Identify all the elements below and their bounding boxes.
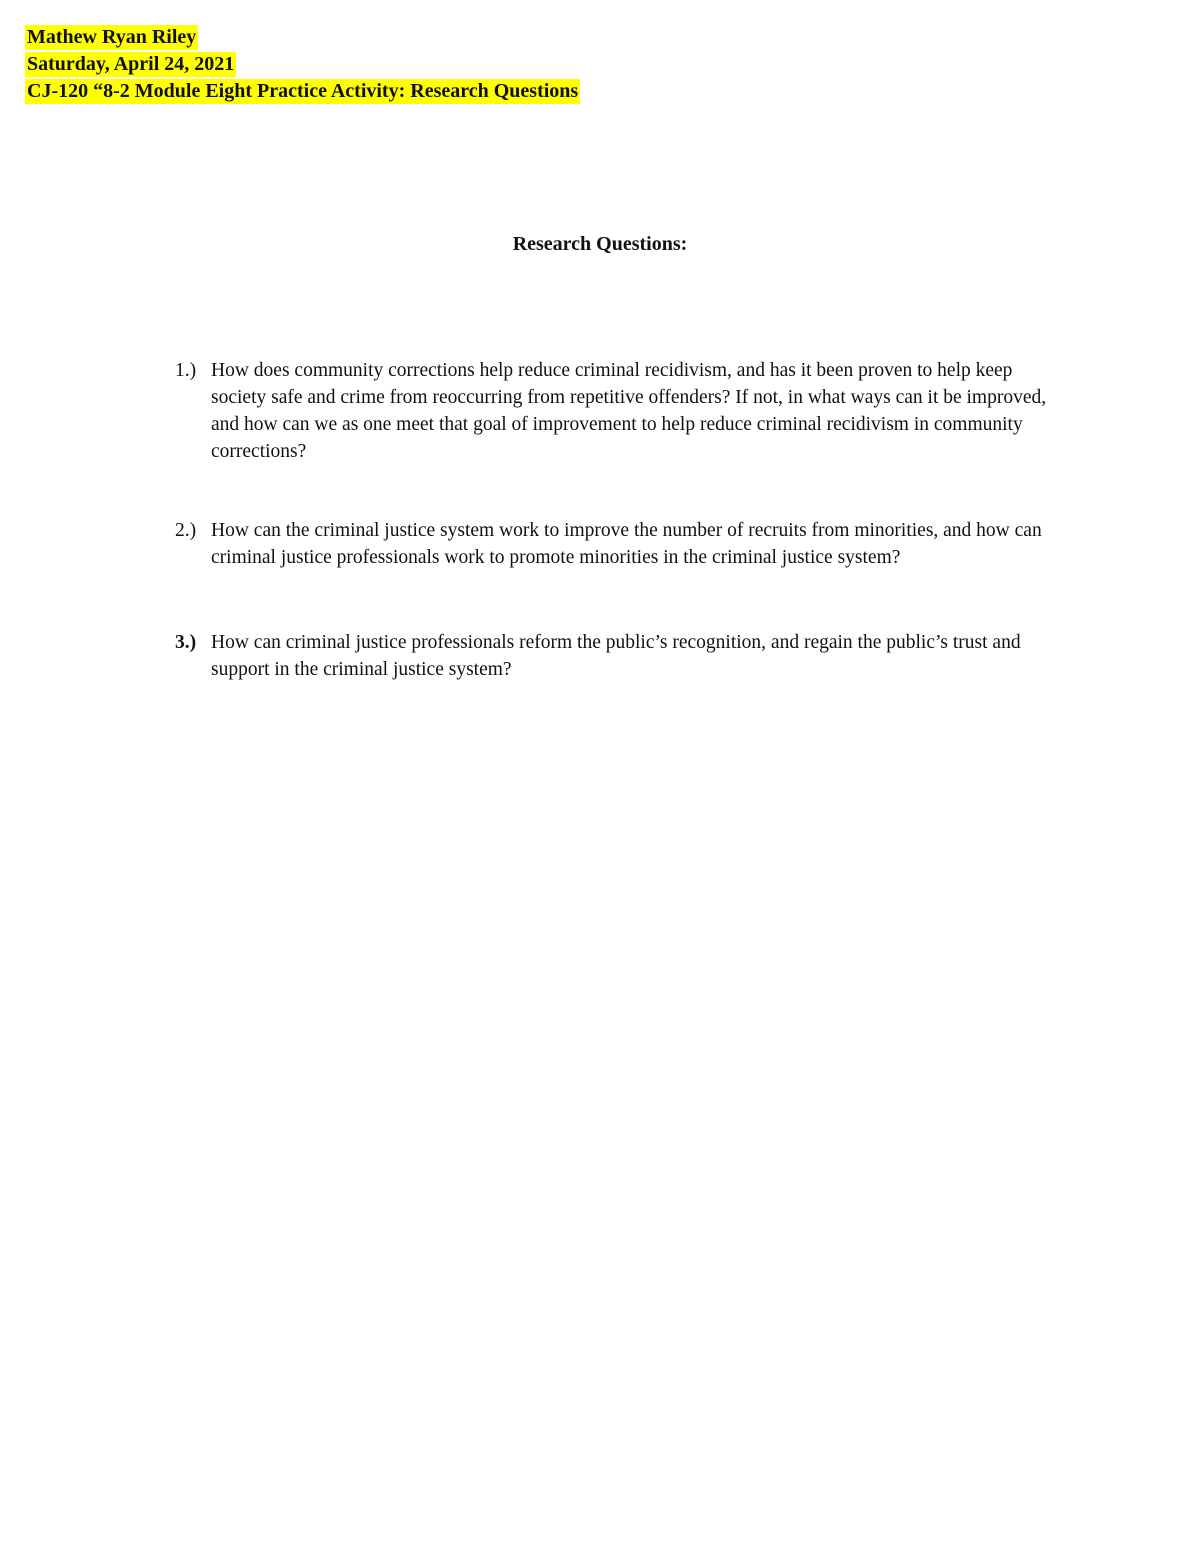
question-item-1 [175, 357, 1075, 465]
question-item-2 [175, 517, 1075, 571]
question-text-2: How can the criminal justice system work to improve the number of recruits from minorities, and how can criminal justice professionals work to promote minorities in the criminal justice system? [211, 520, 1042, 568]
document-header [25, 24, 1175, 105]
question-text-3: How can criminal justice professionals reform the public’s recognition, and regain the public’s trust and support in the criminal justice system? [211, 632, 1021, 680]
question-text-1: How does community corrections help reduce criminal recidivism, and has it been proven to help keep society safe and crime from reoccurring from repetitive offenders? If not, in what ways can it be improved, and how can we as one meet that goal of improvement to help reduce criminal recidivism in community corrections? [211, 360, 1047, 462]
question-item-3 [175, 629, 1075, 683]
document-date: Saturday, April 24, 2021 [27, 53, 235, 75]
course-title: CJ-120 “8-2 Module Eight Practice Activity: Research Questions [27, 80, 579, 102]
date-line [25, 51, 1175, 78]
question-number-3: 3.) [175, 632, 197, 653]
research-questions-heading: Research Questions: [512, 233, 688, 255]
author-name: Mathew Ryan Riley [27, 26, 197, 48]
course-title-line [25, 78, 1175, 105]
question-number-2: 2.) [175, 520, 197, 541]
author-name-line [25, 24, 1175, 51]
question-number-1: 1.) [175, 360, 197, 381]
